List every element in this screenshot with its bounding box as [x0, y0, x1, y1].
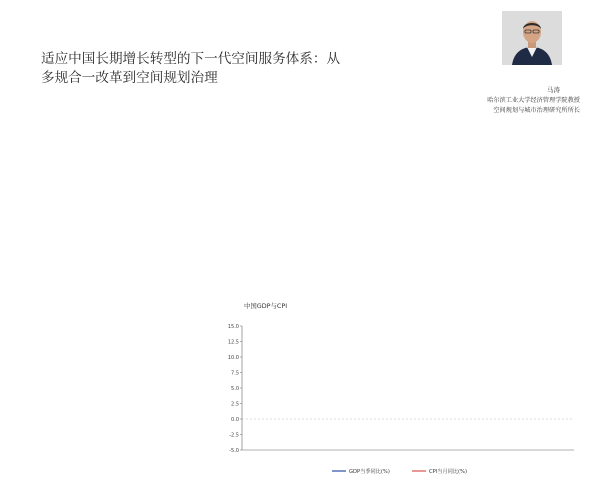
left-column [41, 170, 196, 476]
y-tick-label: 7.5 [231, 370, 239, 377]
article-title-line-1: 适应中国长期增长转型的下一代空间服务体系：从 [41, 51, 341, 67]
article-title-line-2: 多规合一改革到空间规划治理 [41, 70, 218, 86]
chart-title: 中国GDP与CPI [244, 302, 288, 310]
right-paragraph-1 [214, 117, 389, 126]
right-column [214, 117, 389, 252]
y-tick-label: 10.0 [227, 354, 239, 361]
gdp-cpi-chart [222, 300, 584, 478]
y-tick-label: -2.5 [229, 432, 239, 439]
chart-axes [228, 324, 574, 454]
y-tick-label: 0.0 [231, 416, 239, 423]
y-tick-label: 5.0 [231, 385, 239, 392]
left-paragraph-1 [41, 170, 196, 179]
author-affiliation [430, 96, 580, 115]
y-tick-label: 15.0 [227, 323, 239, 330]
author-affiliation-line-2: 空间规划与城市治理研究所所长 [493, 106, 580, 114]
y-tick-label: 12.5 [227, 339, 239, 346]
article-title [41, 50, 411, 88]
author-name: 马涛 [547, 86, 560, 94]
y-tick-label: -5.0 [229, 447, 239, 454]
left-paragraph-2 [41, 185, 196, 194]
legend-label-0: GDP当季同比(%) [349, 469, 390, 475]
chart-svg [222, 300, 584, 478]
legend-label-1: CPI当月同比(%) [429, 469, 468, 475]
right-paragraph-3 [214, 147, 389, 156]
author-affiliation-line-1: 哈尔滨工业大学经济管理学院教授 [487, 97, 580, 104]
author-portrait [502, 11, 562, 65]
right-paragraph-2 [214, 132, 389, 141]
y-tick-label: 2.5 [231, 401, 239, 408]
left-paragraph-4 [41, 215, 196, 224]
chart-legend [332, 467, 467, 475]
left-paragraph-3 [41, 200, 196, 209]
